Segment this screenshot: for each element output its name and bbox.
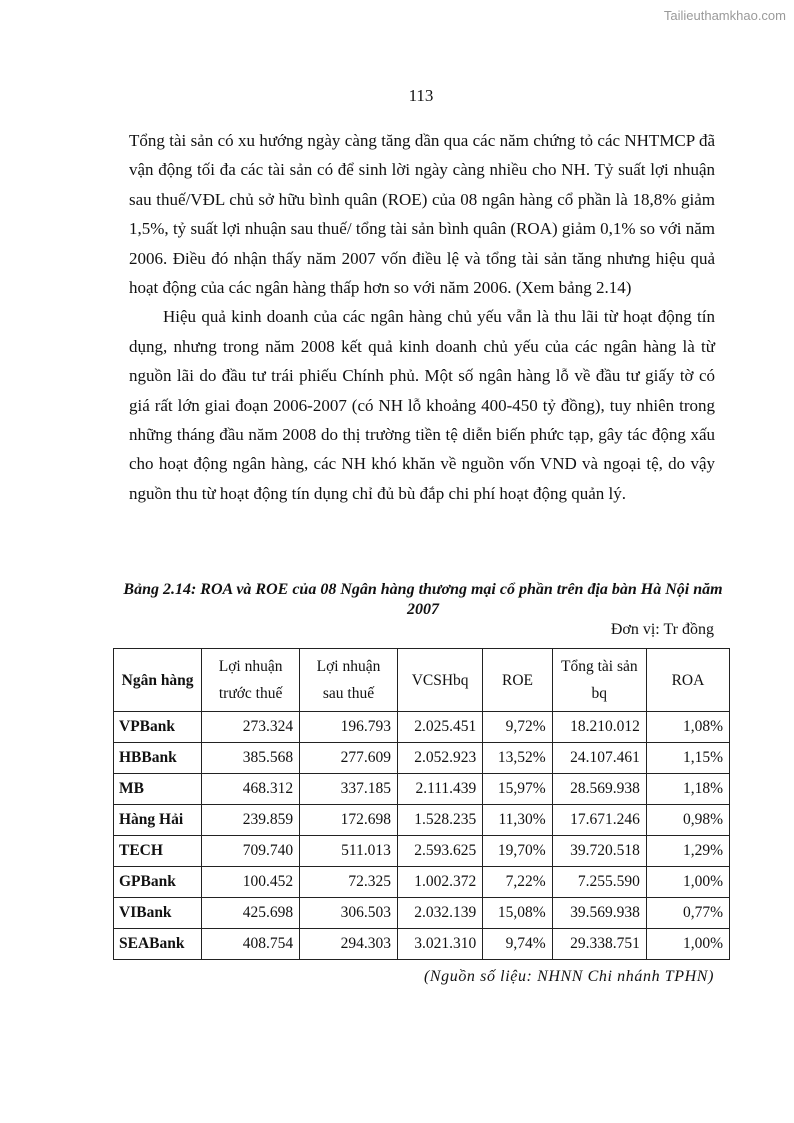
cell-roa: 1,18% [646,774,729,805]
header-roa: ROA [646,649,729,712]
cell-profit-before-tax: 425.698 [202,898,300,929]
cell-bank: GPBank [114,867,202,898]
cell-roa: 1,08% [646,712,729,743]
cell-roe: 11,30% [483,805,552,836]
cell-bank: TECH [114,836,202,867]
cell-roe: 13,52% [483,743,552,774]
header-equity: VCSHbq [397,649,482,712]
cell-profit-after-tax: 294.303 [300,929,398,960]
cell-profit-before-tax: 239.859 [202,805,300,836]
cell-profit-after-tax: 72.325 [300,867,398,898]
table-caption: Bảng 2.14: ROA và ROE của 08 Ngân hàng thương mại cổ phần trên địa bàn Hà Nội năm 2007 [123,581,723,618]
cell-bank: HBBank [114,743,202,774]
cell-equity: 3.021.310 [397,929,482,960]
cell-profit-before-tax: 709.740 [202,836,300,867]
cell-roe: 9,72% [483,712,552,743]
cell-bank: SEABank [114,929,202,960]
cell-equity: 2.593.625 [397,836,482,867]
cell-equity: 2.052.923 [397,743,482,774]
cell-equity: 2.025.451 [397,712,482,743]
cell-profit-after-tax: 337.185 [300,774,398,805]
cell-equity: 2.111.439 [397,774,482,805]
cell-roa: 1,15% [646,743,729,774]
table-row [114,712,730,743]
table-row [114,867,730,898]
cell-roe: 19,70% [483,836,552,867]
cell-roa: 1,00% [646,867,729,898]
cell-roa: 0,98% [646,805,729,836]
cell-roa: 0,77% [646,898,729,929]
cell-total-assets: 29.338.751 [552,929,646,960]
cell-profit-after-tax: 172.698 [300,805,398,836]
cell-profit-before-tax: 385.568 [202,743,300,774]
table-row [114,898,730,929]
cell-profit-after-tax: 511.013 [300,836,398,867]
cell-profit-before-tax: 468.312 [202,774,300,805]
header-total-assets: Tổng tài sản bq [552,649,646,712]
table-unit: Đơn vị: Tr đồng [610,621,714,638]
paragraph-1: Tổng tài sản có xu hướng ngày càng tăng dần qua các năm chứng tỏ các NHTMCP đã vận động tối đa các tài sản có để sinh lời ngày càng nhiều cho NH. Tỷ suất lợi nhuận sau thuế/VĐL chủ sở hữu bình quân (ROE) của 08 ngân hàng cổ phần là 18,8% giảm 1,5%, tỷ suất lợi nhuận sau thuế/ tổng tài sản bình quân (ROA) giảm 0,1% so với năm 2006. Điều đó nhận thấy năm 2007 vốn điều lệ và tổng tài sản tăng nhưng hiệu quả hoạt động của các ngân hàng thấp hơn so với năm 2006. (Xem bảng 2.14) [129,131,715,298]
cell-roa: 1,00% [646,929,729,960]
cell-total-assets: 7.255.590 [552,867,646,898]
watermark: Tailieuthamkhao.com [663,8,786,23]
table-row [114,805,730,836]
cell-total-assets: 18.210.012 [552,712,646,743]
cell-bank: VIBank [114,898,202,929]
table-row [114,743,730,774]
cell-roa: 1,29% [646,836,729,867]
table-header-row [114,649,730,712]
cell-total-assets: 28.569.938 [552,774,646,805]
cell-total-assets: 39.720.518 [552,836,646,867]
table-row [114,929,730,960]
cell-equity: 1.528.235 [397,805,482,836]
page-number: 113 [408,86,434,105]
cell-total-assets: 17.671.246 [552,805,646,836]
cell-roe: 7,22% [483,867,552,898]
cell-profit-before-tax: 408.754 [202,929,300,960]
cell-equity: 1.002.372 [397,867,482,898]
cell-roe: 15,97% [483,774,552,805]
header-profit-after-tax: Lợi nhuận sau thuế [300,649,398,712]
roa-roe-table [113,648,730,960]
cell-bank: VPBank [114,712,202,743]
header-bank: Ngân hàng [114,649,202,712]
cell-profit-after-tax: 196.793 [300,712,398,743]
cell-profit-after-tax: 277.609 [300,743,398,774]
body-text [129,126,715,508]
table-row [114,774,730,805]
header-profit-before-tax: Lợi nhuận trước thuế [202,649,300,712]
cell-roe: 15,08% [483,898,552,929]
cell-profit-before-tax: 100.452 [202,867,300,898]
cell-bank: Hàng Hải [114,805,202,836]
cell-total-assets: 39.569.938 [552,898,646,929]
table-row [114,836,730,867]
header-roe: ROE [483,649,552,712]
table-source: (Nguồn số liệu: NHNN Chi nhánh TPHN) [423,968,714,985]
cell-profit-before-tax: 273.324 [202,712,300,743]
cell-equity: 2.032.139 [397,898,482,929]
cell-bank: MB [114,774,202,805]
cell-roe: 9,74% [483,929,552,960]
cell-total-assets: 24.107.461 [552,743,646,774]
paragraph-2: Hiệu quả kinh doanh của các ngân hàng chủ yếu vẫn là thu lãi từ hoạt động tín dụng, nhưng trong năm 2008 kết quả kinh doanh chủ yếu của các ngân hàng là từ nguồn lãi do đầu tư trái phiếu Chính phủ. Một số ngân hàng lỗ về đầu tư giấy tờ có giá rất lớn giai đoạn 2006-2007 (có NH lỗ khoảng 400-450 tỷ đồng), tuy nhiên trong những tháng đầu năm 2008 do thị trường tiền tệ diễn biến phức tạp, gây tác động xấu cho hoạt động ngân hàng, các NH khó khăn về nguồn vốn VND và ngoại tệ, do vậy nguồn thu từ hoạt động tín dụng chỉ đủ bù đắp chi phí hoạt động quản lý. [129,307,715,503]
cell-profit-after-tax: 306.503 [300,898,398,929]
